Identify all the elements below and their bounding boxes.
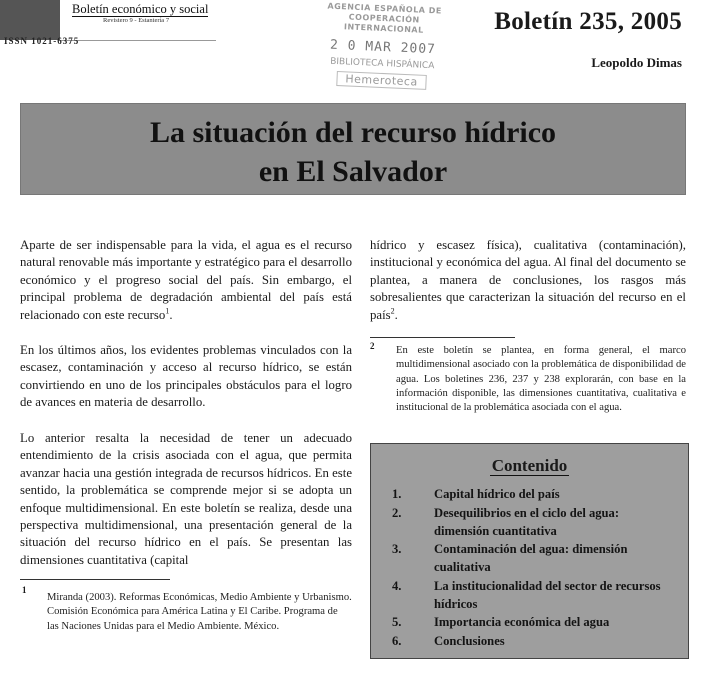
masthead-dark-tab [0, 0, 60, 40]
title-line-2: en El Salvador [258, 155, 448, 188]
contents-item-number: 1. [392, 487, 402, 501]
author-name: Leopoldo Dimas [591, 55, 682, 70]
contents-item-number: 2. [392, 506, 402, 520]
stamp-line-hemeroteca: Hemeroteca [336, 71, 427, 90]
stamp-line-agency: AGENCIA ESPAÑOLA DE [327, 1, 443, 16]
footnote-ref-1: 1 [165, 306, 170, 316]
contents-item-text: Capital hídrico del país [434, 487, 560, 501]
paragraph-4-end: . [394, 307, 398, 322]
stamp-line-library: BIBLIOTECA HISPÁNICA [329, 56, 435, 72]
contents-item-text: Conclusiones [434, 634, 505, 648]
footnote-ref-2: 2 [390, 306, 395, 316]
paragraph-4-text: hídrico y escasez física), cualitativa (contaminación), institucional y económica del agua. Al final del documento se plantea, a manera de conclusiones, los rasgos más sobresalientes que caracterizan la situación del recurso en el país [370, 238, 686, 322]
contents-item-1 [384, 486, 674, 504]
paragraph-3: Lo anterior resalta la necesidad de tener un adecuado entendimiento de la crisis asociada con el agua, que permita avanzar hacia una gestión integrada de recursos hídricos. En este sentido, la problemática se comprende mejor si se adopta un enfoque multidimensional. En este boletín se realiza, desde una perspectiva multidimensional, una presentación general de la situación del recurso hídrico en el país. Se presentan las dimensiones cuantitativa (capital [20, 431, 352, 567]
contents-item-text: Contaminación del agua: dimensión cualitativa [434, 542, 628, 574]
contents-item-5 [384, 614, 674, 632]
contents-item-number: 3. [392, 542, 402, 556]
footnote-1-text: Miranda (2003). Reformas Económicas, Medio Ambiente y Urbanismo. Comisión Económica para América Latina y El Caribe. Programa de las Naciones Unidas para el Medio Ambiente. México. [47, 592, 352, 632]
contents-item-2 [384, 505, 674, 540]
contents-item-text: Desequilibrios en el ciclo del agua: dimensión cuantitativa [434, 506, 620, 538]
stamp-line-cooperation: COOPERACIÓN INTERNACIONAL [343, 12, 424, 35]
issue-number: Boletín 235, 2005 [494, 8, 682, 35]
footnote-1-number: 1 [22, 585, 27, 595]
contents-title-text: Contenido [491, 456, 568, 475]
contents-item-number: 4. [392, 579, 402, 593]
title-line-1: La situación del recurso hídrico [149, 116, 557, 149]
footnote-divider-1 [20, 579, 170, 580]
footnote-2-text: En este boletín se plantea, en forma general, el marco multidimensional asociado con la problemática de disponibilidad de agua. Los boletines 236, 237 y 238 explorarán, con base en la información disponible, las dimensiones cuantitativa, cualitativa e institucional de la problemática asociada con el agua. [396, 345, 686, 414]
footnote-divider-2 [370, 337, 515, 338]
contents-item-text: La institucionalidad del sector de recursos hídricos [434, 579, 661, 611]
paragraph-4 [370, 237, 686, 324]
contents-item-6 [384, 633, 674, 651]
contents-item-number: 5. [392, 615, 402, 629]
paragraph-1-text: Aparte de ser indispensable para la vida, el agua es el recurso natural renovable más importante y estratégico para el desarrollo económico y el progreso social del país. Sin embargo, el principal problema de degradación ambiental del país está relacionado con este recurso [20, 238, 352, 322]
paragraph-1: Aparte de ser indispensable para la vida, el agua es el recurso natural renovable más importante y estratégico para el desarrollo económico y el progreso social del país. Sin embargo, el principal problema de degradación ambiental del país está relacionado con este recurso$^1$. [20, 238, 352, 322]
stamp-date: 2 0 MAR 2007 [329, 37, 437, 58]
contents-item-3 [384, 541, 674, 576]
publication-subline: Revistero 9 - Estantería 7 [103, 17, 170, 24]
footnote-2-number: 2 [370, 341, 375, 351]
contents-item-4 [384, 578, 674, 613]
contents-item-text: Importancia económica del agua [434, 615, 610, 629]
issn-number: ISSN 1021-6375 [4, 37, 80, 45]
contents-item-number: 6. [392, 634, 402, 648]
paragraph-2: En los últimos años, los evidentes problemas vinculados con la escasez, contaminación y acceso al recurso hídrico, se están convirtiendo en uno de los principales obstáculos para el logro de avances en materia de desarrollo. [20, 343, 352, 410]
publication-name: Boletín económico y social [72, 2, 209, 16]
contents-title [370, 456, 689, 476]
library-stamp [308, 1, 458, 93]
page-title [20, 113, 686, 191]
